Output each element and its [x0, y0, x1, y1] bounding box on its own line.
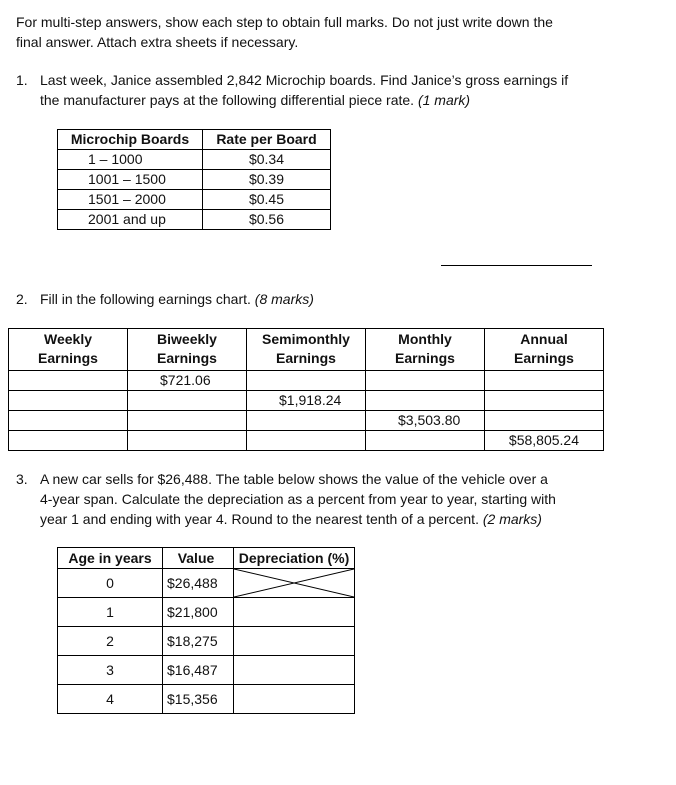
- table-row: [58, 190, 331, 210]
- table-row: [58, 656, 355, 685]
- weekly-cell[interactable]: [9, 431, 128, 451]
- crossed-out-cell: [234, 569, 355, 598]
- age-cell: 0: [58, 569, 163, 598]
- table-header-row: [58, 130, 331, 150]
- depreciation-cell[interactable]: [234, 627, 355, 656]
- question-3-line-3: [40, 509, 656, 529]
- header-depreciation: Depreciation (%): [234, 548, 355, 569]
- question-3-line-2: 4-year span. Calculate the depreciation as a percent from year to year, starting with: [40, 491, 556, 507]
- age-cell: 3: [58, 656, 163, 685]
- table-row: [58, 210, 331, 230]
- question-2: [16, 289, 656, 309]
- depreciation-cell[interactable]: [234, 598, 355, 627]
- annual-cell[interactable]: [485, 371, 604, 391]
- biweekly-cell[interactable]: [128, 411, 247, 431]
- header-line: Biweekly: [157, 331, 217, 347]
- table-row: [9, 411, 604, 431]
- semimonthly-cell: $1,918.24: [247, 391, 366, 411]
- table-row: [9, 391, 604, 411]
- header-line: Weekly: [44, 331, 92, 347]
- question-3-line-3-text: year 1 and ending with year 4. Round to the nearest tenth of a percent.: [40, 511, 483, 527]
- header-weekly-earnings: [9, 329, 128, 371]
- header-line: Semimonthly: [262, 331, 350, 347]
- question-1-line-2-text: the manufacturer pays at the following differential piece rate.: [40, 92, 418, 108]
- boards-range: 1001 – 1500: [58, 170, 203, 190]
- age-cell: 1: [58, 598, 163, 627]
- earnings-chart-table: [8, 328, 604, 451]
- boards-range: 2001 and up: [58, 210, 203, 230]
- boards-range: 1 – 1000: [58, 150, 203, 170]
- question-2-text: [40, 289, 656, 309]
- question-3-line-1: A new car sells for $26,488. The table below shows the value of the vehicle over a: [40, 471, 548, 487]
- depreciation-table: [57, 547, 355, 714]
- header-semimonthly-earnings: [247, 329, 366, 371]
- semimonthly-cell[interactable]: [247, 411, 366, 431]
- header-microchip-boards: Microchip Boards: [58, 130, 203, 150]
- header-age-in-years: Age in years: [58, 548, 163, 569]
- question-1-number: 1.: [16, 72, 28, 88]
- header-monthly-earnings: [366, 329, 485, 371]
- value-cell: $15,356: [163, 685, 234, 714]
- boards-range: 1501 – 2000: [58, 190, 203, 210]
- age-cell: 2: [58, 627, 163, 656]
- semimonthly-cell[interactable]: [247, 371, 366, 391]
- biweekly-cell[interactable]: [128, 431, 247, 451]
- header-line: Earnings: [38, 350, 98, 366]
- value-cell: $21,800: [163, 598, 234, 627]
- depreciation-cell[interactable]: [234, 685, 355, 714]
- question-1-line-1: Last week, Janice assembled 2,842 Microchip boards. Find Janice’s gross earnings if: [40, 72, 569, 88]
- biweekly-cell: $721.06: [128, 371, 247, 391]
- header-biweekly-earnings: [128, 329, 247, 371]
- header-rate-per-board: Rate per Board: [203, 130, 331, 150]
- piece-rate-table: [57, 129, 331, 230]
- header-line: Earnings: [157, 350, 217, 366]
- table-row: [9, 431, 604, 451]
- question-1-marks: (1 mark): [417, 92, 471, 108]
- weekly-cell[interactable]: [9, 371, 128, 391]
- value-cell: $16,487: [163, 656, 234, 685]
- table-header-row: [9, 329, 604, 371]
- instructions-line-2: final answer. Attach extra sheets if necessary.: [16, 34, 299, 50]
- header-value: Value: [163, 548, 234, 569]
- header-annual-earnings: [485, 329, 604, 371]
- question-2-number: 2.: [16, 291, 28, 307]
- annual-cell: $58,805.24: [485, 431, 604, 451]
- biweekly-cell[interactable]: [128, 391, 247, 411]
- table-row: [58, 170, 331, 190]
- rate-value: $0.45: [203, 190, 331, 210]
- rate-value: $0.34: [203, 150, 331, 170]
- table-row: [58, 598, 355, 627]
- monthly-cell[interactable]: [366, 371, 485, 391]
- question-3-number: 3.: [16, 471, 28, 487]
- question-2-marks: (8 marks): [254, 291, 314, 307]
- instructions-line-1: For multi-step answers, show each step to obtain full marks. Do not just write down the: [16, 14, 553, 30]
- table-row: [58, 627, 355, 656]
- rate-value: $0.56: [203, 210, 331, 230]
- question-3-marks: (2 marks): [482, 511, 542, 527]
- monthly-cell[interactable]: [366, 431, 485, 451]
- header-line: Annual: [520, 331, 568, 347]
- cross-out-mark: [234, 569, 354, 597]
- value-cell: $18,275: [163, 627, 234, 656]
- question-2-text-plain: Fill in the following earnings chart.: [40, 291, 255, 307]
- value-cell: $26,488: [163, 569, 234, 598]
- header-line: Earnings: [395, 350, 455, 366]
- table-row: [58, 569, 355, 598]
- monthly-cell: $3,503.80: [366, 411, 485, 431]
- table-header-row: [58, 548, 355, 569]
- header-line: Earnings: [514, 350, 574, 366]
- semimonthly-cell[interactable]: [247, 431, 366, 451]
- header-line: Monthly: [398, 331, 452, 347]
- depreciation-cell[interactable]: [234, 656, 355, 685]
- instructions: [16, 12, 656, 52]
- weekly-cell[interactable]: [9, 411, 128, 431]
- age-cell: 4: [58, 685, 163, 714]
- question-3: [16, 469, 656, 529]
- weekly-cell[interactable]: [9, 391, 128, 411]
- rate-value: $0.39: [203, 170, 331, 190]
- monthly-cell[interactable]: [366, 391, 485, 411]
- header-line: Earnings: [276, 350, 336, 366]
- table-row: [58, 685, 355, 714]
- annual-cell[interactable]: [485, 391, 604, 411]
- question-1-line-2: [40, 90, 656, 110]
- question-1: [16, 70, 656, 110]
- annual-cell[interactable]: [485, 411, 604, 431]
- table-row: [58, 150, 331, 170]
- table-row: [9, 371, 604, 391]
- answer-line[interactable]: [441, 265, 592, 266]
